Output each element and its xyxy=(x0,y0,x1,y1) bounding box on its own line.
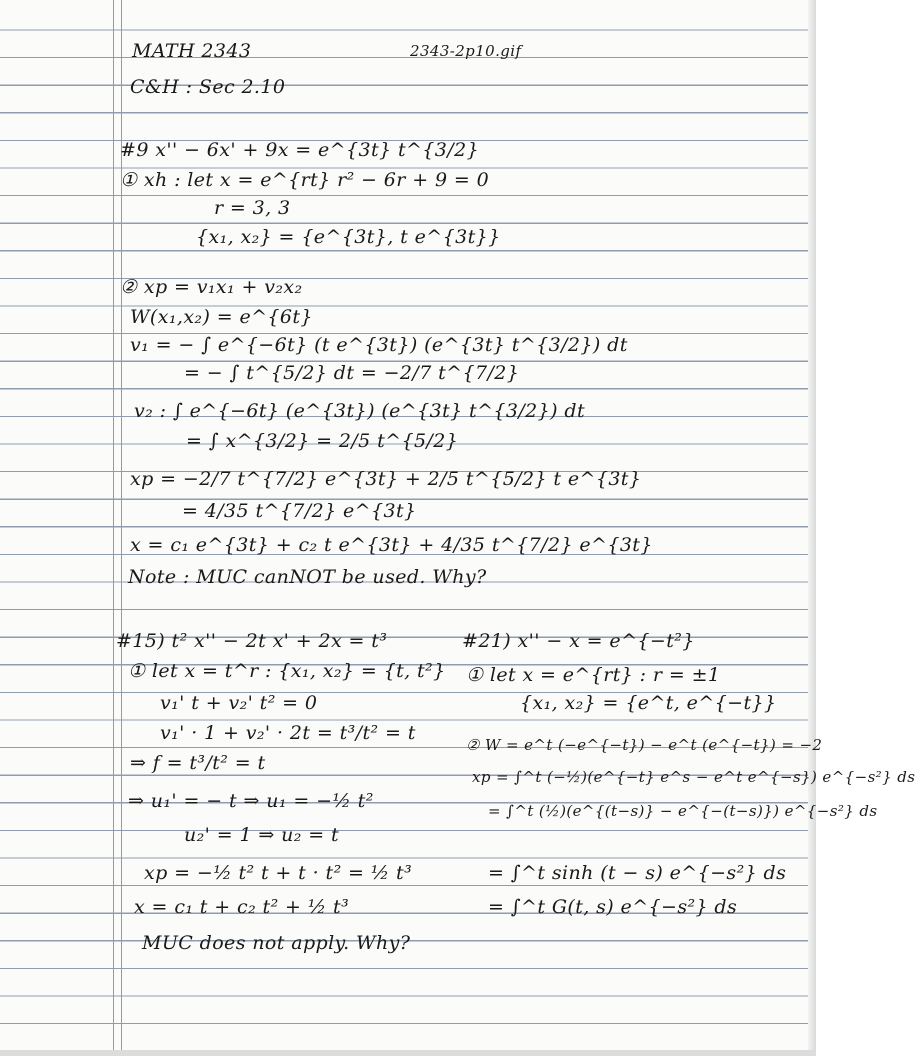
file-name: 2343-2p10.gif xyxy=(410,42,522,60)
solution-line: r = 3, 3 xyxy=(214,197,291,219)
solution-line: x = c₁ e^{3t} + c₂ t e^{3t} + 4/35 t^{7/2} e^{3t} xyxy=(130,534,653,556)
solution-line: ② W = e^t (−e^{−t}) − e^t (e^{−t}) = −2 xyxy=(466,736,823,754)
solution-line: = ∫^t (½)(e^{(t−s)} − e^{−(t−s)}) e^{−s²} ds xyxy=(488,802,878,820)
solution-line: ① xh : let x = e^{rt} r² − 6r + 9 = 0 xyxy=(120,169,490,191)
note-line: Note : MUC canNOT be used. Why? xyxy=(128,566,487,588)
solution-line: = ∫ x^{3/2} = 2/5 t^{5/2} xyxy=(186,430,459,452)
section-title: C&H : Sec 2.10 xyxy=(130,76,286,98)
solution-line: v₁' · 1 + v₂' · 2t = t³/t² = t xyxy=(160,722,416,744)
solution-line: v₂ : ∫ e^{−6t} (e^{3t}) (e^{3t} t^{3/2}) dt xyxy=(134,400,585,422)
course-title: MATH 2343 xyxy=(132,40,252,62)
problem-15-title: #15) t² x'' − 2t x' + 2x = t³ xyxy=(116,630,388,652)
solution-line: = ∫^t sinh (t − s) e^{−s²} ds xyxy=(488,862,787,884)
solution-line: ① let x = e^{rt} : r = ±1 xyxy=(466,664,721,686)
solution-line: ② xp = v₁x₁ + v₂x₂ xyxy=(120,276,303,298)
solution-line: {x₁, x₂} = {e^t, e^{−t}} xyxy=(520,692,777,714)
solution-line: u₂' = 1 ⇒ u₂ = t xyxy=(184,824,340,846)
solution-line: {x₁, x₂} = {e^{3t}, t e^{3t}} xyxy=(196,226,501,248)
note-line: MUC does not apply. Why? xyxy=(142,932,411,954)
solution-line: v₁' t + v₂' t² = 0 xyxy=(160,692,318,714)
problem-21-title: #21) x'' − x = e^{−t²} xyxy=(462,630,695,652)
solution-line: xp = ∫^t (−½)(e^{−t} e^s − e^t e^{−s}) e^{−s²} ds xyxy=(472,768,915,786)
margin-line xyxy=(113,0,114,1056)
solution-line: = − ∫ t^{5/2} dt = −2/7 t^{7/2} xyxy=(184,362,520,384)
solution-line: = 4/35 t^{7/2} e^{3t} xyxy=(182,500,417,522)
solution-line: = ∫^t G(t, s) e^{−s²} ds xyxy=(488,896,738,918)
page-edge xyxy=(0,1050,816,1056)
solution-line: x = c₁ t + c₂ t² + ½ t³ xyxy=(134,896,350,918)
solution-line: W(x₁,x₂) = e^{6t} xyxy=(130,306,313,328)
solution-line: v₁ = − ∫ e^{−6t} (t e^{3t}) (e^{3t} t^{3/2}) dt xyxy=(130,334,628,356)
solution-line: ⇒ f = t³/t² = t xyxy=(130,752,266,774)
solution-line: ① let x = t^r : {x₁, x₂} = {t, t²} xyxy=(128,660,446,682)
page-edge xyxy=(808,0,816,1056)
solution-line: xp = −½ t² t + t · t² = ½ t³ xyxy=(144,862,413,884)
problem-9-title: #9 x'' − 6x' + 9x = e^{3t} t^{3/2} xyxy=(120,139,480,161)
solution-line: ⇒ u₁' = − t ⇒ u₁ = −½ t² xyxy=(128,790,374,812)
solution-line: xp = −2/7 t^{7/2} e^{3t} + 2/5 t^{5/2} t e^{3t} xyxy=(130,468,642,490)
